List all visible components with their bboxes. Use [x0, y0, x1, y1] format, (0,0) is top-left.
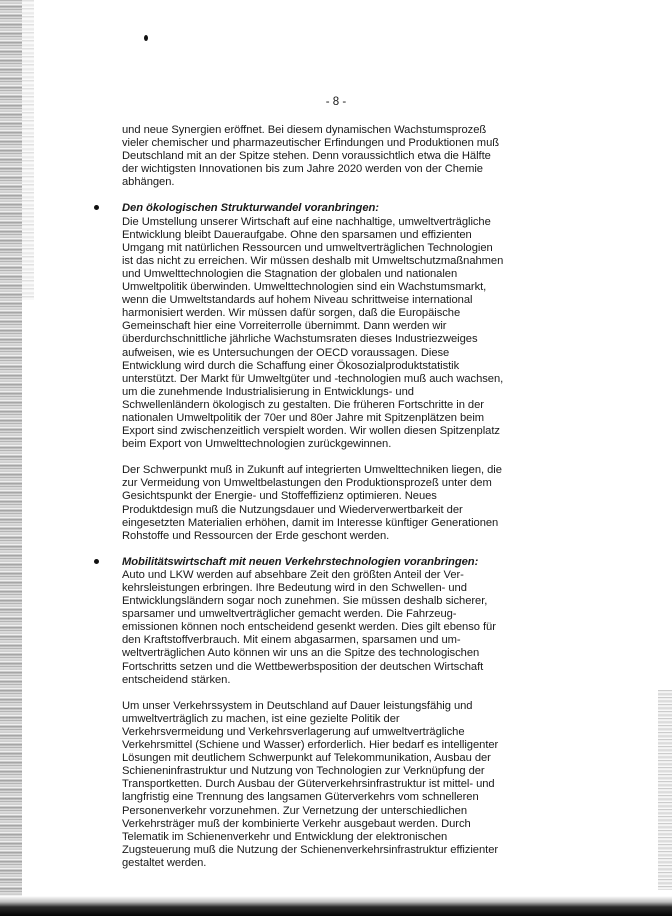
scan-edge-left: [0, 0, 22, 916]
paragraph-mobility: Auto und LKW werden auf absehbare Zeit den größten Anteil der Ver- kehrsleistungen erbringen. Ihre Bedeutung wird in den Schwellen- und Entwicklungsländern sogar noch zunehmen. Sie müssen deshalb sicherer, sparsamer und umweltverträglicher gemacht werden. Die Fahrzeug- emissionen können noch entscheidend gesenkt werden. Dies gilt ebenso für den Kraftstoffverbrauch. Mit einem abgasarmen, sparsamen und um- weltverträglichen Auto können wir uns an die Spitze des technologischen Fortschritts setzen und die Wettbewerbsposition der deutschen Wirtschaft entscheidend stärken.: [122, 568, 496, 686]
scan-speck: [144, 35, 148, 41]
document-body: [122, 124, 532, 870]
paragraph-transport-system: Um unser Verkehrssystem in Deutschland auf Dauer leistungsfähig und umweltverträglich zu machen, ist eine gezielte Politik der Verkehrsvermeidung und Verkehrsverlagerung auf umweltverträgliche Verkehrsmittel (Schiene und Wasser) erforderlich. Hier bedarf es intelligenter Lösungen mit deutlichem Schwerpunkt auf Telekommunikation, Ausbau der Schieneninfrastruktur und Nutzung von Technologien zur Verknüpfung der Transportketten. Durch Ausbau der Güterverkehrsinfrastruktur ist mittel- und langfristig eine Trennung des langsamen Güterverkehrs vom schnelleren Personenverkehr vorzunehmen. Zur Vernetzung der unterschiedlichen Verkehrsträger muß der kombinierte Verkehr ausgebaut werden. Durch Telematik im Schienenverkehr und Entwicklung der elektronischen Zugsteuerung muß die Nutzung der Schienenverkehrsinfrastruktur effizienter gestaltet werden.: [122, 699, 499, 869]
scan-edge-left-inner: [22, 0, 34, 300]
page-number: - 8 -: [325, 96, 347, 108]
heading-mobility: Mobilitätswirtschaft mit neuen Verkehrstechnologien voranbringen:: [122, 555, 479, 568]
bullet-icon: [94, 559, 99, 564]
paragraph-chemistry: und neue Synergien eröffnet. Bei diesem dynamischen Wachstumsprozeß vieler chemischer und pharmazeutischer Erfindungen und Produktionen muß Deutschland mit an der Spitze stehen. Denn voraussichtlich etwa die Hälfte der wichtigsten Innovationen bis zum Jahre 2020 werden von der Chemie abhängen.: [122, 124, 500, 189]
bullet-icon: [94, 205, 99, 210]
heading-ecological: Den ökologischen Strukturwandel voranbringen:: [122, 202, 379, 215]
paragraph-ecological: Die Umstellung unserer Wirtschaft auf eine nachhaltige, umweltverträgliche Entwicklung bleibt Daueraufgabe. Ohne den sparsamen und effizienten Umgang mit natürlichen Ressourcen und umweltverträglichen Technologien ist das nicht zu erreichen. Wir müssen deshalb mit Umweltschutzmaßnahmen und Umwelttechnologien die Stagnation der globalen und nationalen Umweltpolitik überwinden. Umwelttechnologien sind ein Wachstumsmarkt, wenn die Umweltstandards auf hohem Niveau schrittweise international harmonisiert werden. Wir müssen dafür sorgen, daß die Europäische Gemeinschaft hier eine Vorreiterrolle übernimmt. Dann werden wir überdurchschnittliche jährliche Wachstumsraten dieses Industriezweiges aufweisen, wie es Untersuchungen der OECD voraussagen. Diese Entwicklung wird durch die Schaffung einer Ökosozialproduktstatistik unterstützt. Der Markt für Umweltgüter und -technologien muß auch wachsen, um die zunehmende Industrialisierung in Entwicklungs- und Schwellenländern ökologisch zu gestalten. Die früheren Fortschritte in der nationalen Umweltpolitik der 70er und 80er Jahre mit Spitzenplätzen beim Export sind zwischenzeitlich verspielt worden. Wir wollen diesen Spitzenplatz beim Export von Umwelttechnologien zurückgewinnen.: [122, 215, 504, 451]
section-mobility: [122, 556, 532, 687]
paragraph-integrated-tech: Der Schwerpunkt muß in Zukunft auf integrierten Umwelttechniken liegen, die zur Vermeidung von Umweltbelastungen den Produktionsprozeß unter dem Gesichtspunkt der Energie- und Stoffeffizienz optimieren. Neues Produktdesign muß die Nutzungsdauer und Wiederverwertbarkeit der eingesetzten Materialien erhöhen, damit im Interesse künftiger Generationen Rohstoffe und Ressourcen der Erde geschont werden.: [122, 464, 502, 542]
scan-edge-right: [658, 690, 672, 890]
scan-edge-bottom: [0, 896, 672, 916]
section-ecological: [122, 202, 532, 451]
